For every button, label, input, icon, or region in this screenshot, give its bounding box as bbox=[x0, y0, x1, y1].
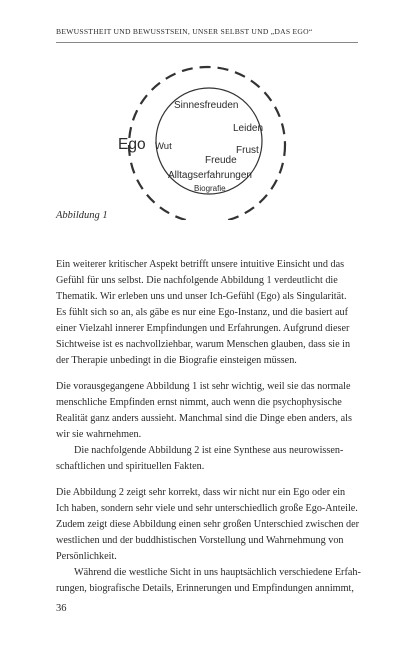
word-biografie: Biografie bbox=[194, 184, 226, 193]
text-line: menschliche Empfinden ernst nimmt, auch wenn die psychophysische bbox=[56, 397, 342, 409]
text-line: Ich haben, sondern sehr viele und sehr unterschiedlich große Ego-Anteile. bbox=[56, 503, 358, 515]
text-line: westlichen und der buddhistischen Vorstellung und Wahrnehmung von bbox=[56, 535, 344, 547]
text-line: Realität ganz anders aussieht. Manchmal sind die Dinge eben anders, als bbox=[56, 413, 352, 425]
text-line: Ein weiterer kritischer Aspekt betrifft unsere intuitive Einsicht und das bbox=[56, 259, 345, 270]
figure-caption: Abbildung 1 bbox=[56, 210, 108, 221]
text-line: Thematik. Wir erleben uns und unser Ich-Gefühl (Ego) als Singularität. bbox=[56, 291, 347, 303]
word-leiden: Leiden bbox=[233, 123, 264, 134]
text-line: Gefühl für uns selbst. Die nachfolgende Abbildung 1 verdeutlicht die bbox=[56, 275, 338, 287]
text-line: Die Abbildung 2 zeigt sehr korrekt, dass wir nicht nur ein Ego oder ein bbox=[56, 487, 346, 498]
word-wut: Wut bbox=[155, 141, 172, 152]
paragraph-2 bbox=[56, 379, 358, 443]
text-line: Während die westliche Sicht in uns hauptsächlich verschiedene Erfah- bbox=[74, 567, 361, 578]
text-line: Die nachfolgende Abbildung 2 ist eine Synthese aus neurowissen- bbox=[74, 445, 344, 456]
page-number: 36 bbox=[56, 603, 67, 614]
paragraph-5 bbox=[56, 565, 361, 597]
text-line: Es fühlt sich so an, als gäbe es nur eine Ego-Instanz, und die basiert auf bbox=[56, 307, 348, 319]
header-rule bbox=[56, 42, 358, 43]
text-line: schaftlichen und spirituellen Fakten. bbox=[56, 461, 205, 473]
text-line: wir sie wahrnehmen. bbox=[56, 429, 142, 441]
paragraph-3 bbox=[56, 443, 358, 475]
paragraph-4 bbox=[56, 485, 358, 565]
word-sinnesfreuden: Sinnesfreuden bbox=[174, 100, 239, 111]
text-line: einer Vielzahl innerer Empfindungen und Erfahrungen. Aufgrund dieser bbox=[56, 323, 350, 335]
text-line: Die vorausgegangene Abbildung 1 ist sehr wichtig, weil sie das normale bbox=[56, 381, 351, 392]
running-head: BEWUSSTHEIT UND BEWUSSTSEIN, UNSER SELBST UND „DAS EGO“ bbox=[56, 27, 313, 36]
paragraph-1 bbox=[56, 257, 358, 369]
text-line: der Therapie unbedingt in die Biografie einsteigen müssen. bbox=[56, 355, 297, 367]
text-line: Sichtweise ist es nachvollziehbar, warum Menschen glauben, dass sie in bbox=[56, 339, 351, 351]
text-line: Persönlichkeit. bbox=[56, 551, 117, 563]
word-freude: Freude bbox=[205, 155, 237, 166]
text-line: rungen, biografische Details, Erinnerungen und Empfindungen annimmt, bbox=[56, 583, 354, 595]
text-line: Zudem zeigt diese Abbildung einen sehr großen Unterschied zwischen der bbox=[56, 519, 359, 531]
ego-figure bbox=[56, 45, 358, 220]
ego-label: Ego bbox=[118, 136, 146, 153]
word-frust: Frust bbox=[236, 145, 259, 156]
word-alltagserfahrungen: Alltagserfahrungen bbox=[168, 170, 252, 181]
